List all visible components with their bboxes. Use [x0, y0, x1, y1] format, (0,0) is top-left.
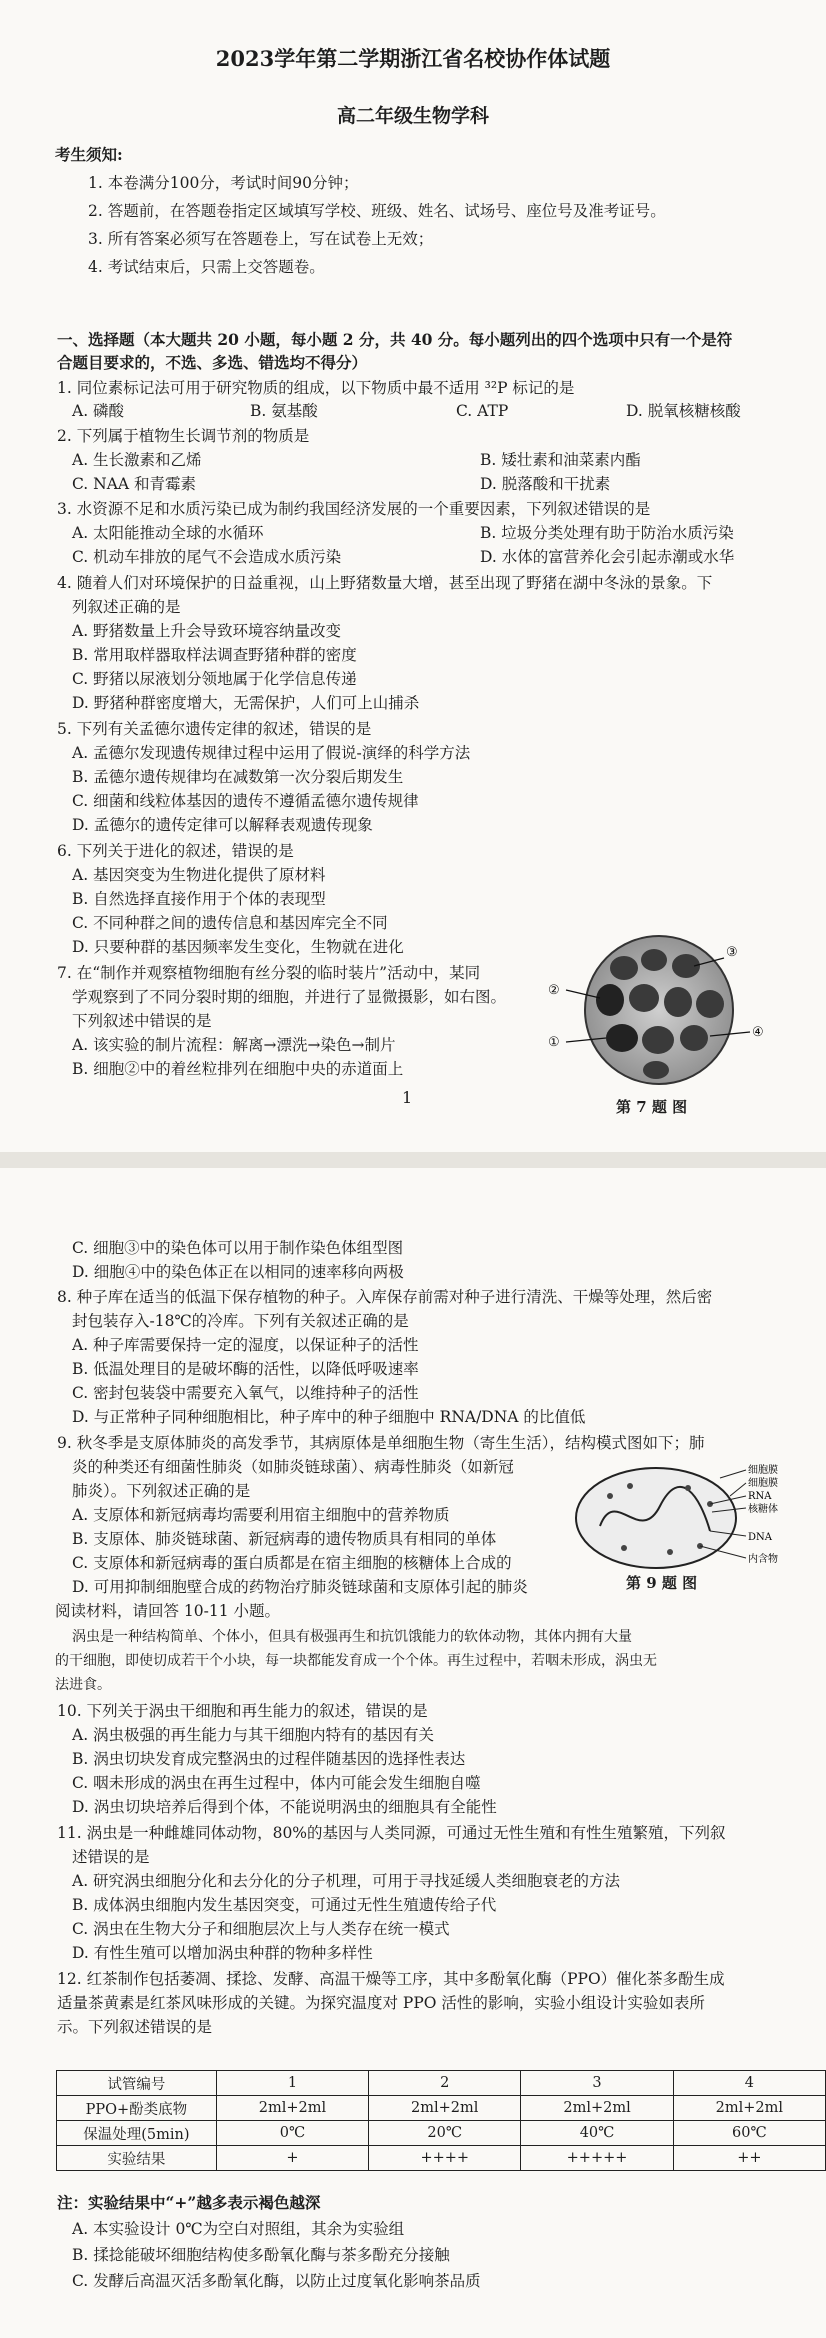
q12-option-c: C. 发酵后高温灭活多酚氧化酶，以防止过度氧化影响茶品质 — [72, 2272, 481, 2290]
cell — [680, 1025, 708, 1051]
q5-option-b: B. 孟德尔遗传规律均在减数第一次分裂后期发生 — [72, 768, 404, 786]
exam-subtitle: 高二年级生物学科 — [336, 105, 489, 127]
question-7-stem: 7. 在“制作并观察植物细胞有丝分裂的临时装片”活动中，某同 — [57, 964, 481, 982]
label-rna: RNA — [748, 1491, 772, 1502]
question-12-stem: 12. 红茶制作包括萎凋、揉捻、发酵、高温干燥等工序，其中多酚氧化酶（PPO）催化茶多酚生成 — [57, 1970, 725, 1988]
notice-item: 3. 所有答案必须写在答题卷上，写在试卷上无效； — [88, 230, 434, 248]
q12-table-note: 注：实验结果中“+”越多表示褐色越深 — [57, 2193, 321, 2212]
q5-option-c: C. 细菌和线粒体基因的遗传不遵循孟德尔遗传规律 — [72, 792, 419, 810]
label-pointer — [720, 1470, 746, 1478]
cell — [641, 949, 667, 971]
q3-option-a: A. 太阳能推动全球的水循环 — [72, 524, 264, 542]
q1-option-d: D. 脱氧核糖核酸 — [626, 402, 741, 420]
q2-option-d: D. 脱落酸和干扰素 — [480, 475, 611, 493]
cell — [643, 1061, 669, 1079]
table-cell: 0℃ — [216, 2121, 368, 2146]
reading-passage: 法进食。 — [55, 1677, 111, 1693]
notice-item: 2. 答题前，在答题卷指定区域填写学校、班级、姓名、试场号、座位号及准考证号。 — [88, 202, 666, 220]
q8-option-b: B. 低温处理目的是破坏酶的活性，以降低呼吸速率 — [72, 1360, 419, 1378]
table-cell: 4 — [673, 2071, 825, 2096]
q2-option-c: C. NAA 和青霉素 — [72, 475, 197, 493]
q7-option-b: B. 细胞②中的着丝粒排列在细胞中央的赤道面上 — [72, 1060, 404, 1078]
label-contents: 内含物 — [748, 1554, 778, 1565]
ribosome — [621, 1545, 627, 1551]
exam-page-1 — [0, 0, 826, 1152]
q7-option-c: C. 细胞③中的染色体可以用于制作染色体组型图 — [72, 1239, 404, 1257]
q6-option-b: B. 自然选择直接作用于个体的表现型 — [72, 890, 326, 908]
question-6-stem: 6. 下列关于进化的叙述，错误的是 — [57, 842, 294, 860]
question-7-stem: 学观察到了不同分裂时期的细胞，并进行了显微摄影，如右图。 — [72, 988, 507, 1006]
page-number: 1 — [402, 1088, 413, 1107]
q12-option-b: B. 揉捻能破坏细胞结构使多酚氧化酶与茶多酚充分接触 — [72, 2246, 450, 2264]
table-cell: 2ml+2ml — [369, 2096, 521, 2121]
q7-option-a: A. 该实验的制片流程：解离→漂洗→染色→制片 — [72, 1036, 396, 1054]
q10-option-c: C. 咽未形成的涡虫在再生过程中，体内可能会发生细胞自噬 — [72, 1774, 481, 1792]
q11-option-d: D. 有性生殖可以增加涡虫种群的物种多样性 — [72, 1944, 373, 1962]
label-cell-membrane: 细胞膜 — [748, 1465, 778, 1476]
label-1: ① — [548, 1035, 560, 1050]
question-8-stem: 8. 种子库在适当的低温下保存植物的种子。入库保存前需对种子进行清洗、干燥等处理，然后密 — [57, 1288, 713, 1306]
question-7-stem: 下列叙述中错误的是 — [72, 1012, 212, 1030]
q7-figure-caption: 第 7 题 图 — [616, 1098, 688, 1116]
table-row — [57, 2121, 826, 2146]
table-cell: ++ — [673, 2146, 825, 2171]
q7-micrograph-figure — [544, 930, 774, 1090]
question-11-stem: 11. 涡虫是一种雌雄同体动物，80%的基因与人类同源，可通过无性生殖和有性生殖繁殖，下列叙 — [57, 1824, 726, 1842]
table-header-row — [57, 2071, 826, 2096]
q9-mycoplasma-figure — [570, 1456, 796, 1576]
q4-option-b: B. 常用取样器取样法调查野猪种群的密度 — [72, 646, 357, 664]
q3-option-b: B. 垃圾分类处理有助于防治水质污染 — [480, 524, 734, 542]
question-1-stem: 1. 同位素标记法可用于研究物质的组成，以下物质中最不适用 ³²P 标记的是 — [57, 379, 575, 397]
question-4-stem: 4. 随着人们对环境保护的日益重视，山上野猪数量大增，甚至出现了野猪在湖中冬泳的景象。下 — [57, 574, 713, 592]
label-3: ③ — [726, 945, 738, 960]
notice-item: 4. 考试结束后，只需上交答题卷。 — [88, 258, 325, 276]
q11-option-a: A. 研究涡虫细胞分化和去分化的分子机理，可用于寻找延缓人类细胞衰老的方法 — [72, 1872, 621, 1890]
label-2: ② — [548, 983, 560, 998]
q4-option-d: D. 野猪种群密度增大，无需保护，人们可上山捕杀 — [72, 694, 420, 712]
reading-intro: 阅读材料，请回答 10-11 小题。 — [55, 1602, 281, 1620]
label-cell-membrane: 细胞膜 — [748, 1478, 778, 1489]
table-cell: +++++ — [521, 2146, 673, 2171]
ribosome — [607, 1493, 613, 1499]
table-cell: + — [216, 2146, 368, 2171]
q2-option-a: A. 生长激素和乙烯 — [72, 451, 202, 469]
question-9-stem: 9. 秋冬季是支原体肺炎的高发季节，其病原体是单细胞生物（寄生生活），结构模式图如下；肺 — [57, 1434, 705, 1452]
table-cell: 2ml+2ml — [673, 2096, 825, 2121]
q8-option-a: A. 种子库需要保持一定的湿度，以保证种子的活性 — [72, 1336, 419, 1354]
notice-item: 1. 本卷满分100分，考试时间90分钟； — [88, 174, 359, 192]
q9-option-a: A. 支原体和新冠病毒均需要利用宿主细胞中的营养物质 — [72, 1506, 450, 1524]
q10-option-d: D. 涡虫切块培养后得到个体，不能说明涡虫的细胞具有全能性 — [72, 1798, 497, 1816]
question-12-stem: 适量茶黄素是红茶风味形成的关键。为探究温度对 PPO 活性的影响，实验小组设计实验如表所 — [57, 1994, 705, 2012]
exam-title: 2023学年第二学期浙江省名校协作体试题 — [215, 46, 611, 71]
table-cell: 2 — [369, 2071, 521, 2096]
cell — [696, 990, 724, 1018]
question-5-stem: 5. 下列有关孟德尔遗传定律的叙述，错误的是 — [57, 720, 372, 738]
cell — [664, 987, 692, 1017]
question-8-stem: 封包装存入-18℃的冷库。下列有关叙述正确的是 — [72, 1312, 409, 1330]
q11-option-c: C. 涡虫在生物大分子和细胞层次上与人类存在统一模式 — [72, 1920, 450, 1938]
reading-passage: 的干细胞，即使切成若干个小块，每一块都能发育成一个个体。再生过程中，若咽未形成，涡虫无 — [55, 1653, 657, 1669]
section-instructions: 合题目要求的，不选、多选、错选均不得分） — [57, 353, 368, 372]
table-cell: 20℃ — [369, 2121, 521, 2146]
q8-option-d: D. 与正常种子同种细胞相比，种子库中的种子细胞中 RNA/DNA 的比值低 — [72, 1408, 586, 1426]
q3-option-c: C. 机动车排放的尾气不会造成水质污染 — [72, 548, 342, 566]
q7-option-d: D. 细胞④中的染色体正在以相同的速率移向两极 — [72, 1263, 404, 1281]
table-cell: 60℃ — [673, 2121, 825, 2146]
cell — [610, 956, 638, 980]
q6-option-d: D. 只要种群的基因频率发生变化，生物就在进化 — [72, 938, 404, 956]
q5-option-a: A. 孟德尔发现遗传规律过程中运用了假说-演绎的科学方法 — [72, 744, 471, 762]
question-3-stem: 3. 水资源不足和水质污染已成为制约我国经济发展的一个重要因素，下列叙述错误的是 — [57, 500, 651, 518]
question-12-stem: 示。下列叙述错误的是 — [57, 2018, 213, 2036]
ribosome — [627, 1483, 633, 1489]
reading-passage: 涡虫是一种结构简单、个体小，但具有极强再生和抗饥饿能力的软体动物，其体内拥有大量 — [72, 1629, 632, 1645]
table-cell: 3 — [521, 2071, 673, 2096]
q9-option-b: B. 支原体、肺炎链球菌、新冠病毒的遗传物质具有相同的单体 — [72, 1530, 497, 1548]
q9-option-d: D. 可用抑制细胞壁合成的药物治疗肺炎链球菌和支原体引起的肺炎 — [72, 1578, 528, 1596]
question-10-stem: 10. 下列关于涡虫干细胞和再生能力的叙述，错误的是 — [57, 1702, 428, 1720]
page-divider — [0, 1152, 826, 1168]
table-cell: 1 — [216, 2071, 368, 2096]
notice-heading: 考生须知: — [55, 145, 123, 164]
question-11-stem: 述错误的是 — [72, 1848, 150, 1866]
q2-option-b: B. 矮壮素和油菜素内酯 — [480, 451, 641, 469]
question-4-stem: 列叙述正确的是 — [72, 598, 181, 616]
label-4: ④ — [752, 1025, 764, 1040]
cell — [596, 984, 624, 1016]
q8-option-c: C. 密封包装袋中需要充入氧气，以维持种子的活性 — [72, 1384, 419, 1402]
q3-option-d: D. 水体的富营养化会引起赤潮或水华 — [480, 548, 735, 566]
cell-membrane — [576, 1468, 736, 1568]
q1-option-a: A. 磷酸 — [72, 402, 125, 420]
q4-option-a: A. 野猪数量上升会导致环境容纳量改变 — [72, 622, 342, 640]
table-cell: 实验结果 — [57, 2146, 217, 2171]
q4-option-c: C. 野猪以尿液划分领地属于化学信息传递 — [72, 670, 357, 688]
label-ribosome: 核糖体 — [748, 1504, 778, 1515]
question-9-stem: 肺炎）。下列叙述正确的是 — [72, 1482, 251, 1500]
question-2-stem: 2. 下列属于植物生长调节剂的物质是 — [57, 427, 310, 445]
table-cell: 40℃ — [521, 2121, 673, 2146]
cell — [629, 984, 659, 1012]
q12-experiment-table — [56, 2070, 826, 2171]
table-row — [57, 2146, 826, 2171]
ribosome — [667, 1549, 673, 1555]
q11-option-b: B. 成体涡虫细胞内发生基因突变，可通过无性生殖遗传给子代 — [72, 1896, 497, 1914]
q10-option-b: B. 涡虫切块发育成完整涡虫的过程伴随基因的选择性表达 — [72, 1750, 466, 1768]
q1-option-c: C. ATP — [456, 402, 509, 420]
q6-option-a: A. 基因突变为生物进化提供了原材料 — [72, 866, 326, 884]
q1-option-b: B. 氨基酸 — [250, 402, 318, 420]
cell — [642, 1026, 674, 1054]
q6-option-c: C. 不同种群之间的遗传信息和基因库完全不同 — [72, 914, 388, 932]
ribosome — [685, 1485, 691, 1491]
table-row — [57, 2096, 826, 2121]
table-cell: PPO+酚类底物 — [57, 2096, 217, 2121]
label-pointer — [730, 1483, 746, 1496]
q9-figure-caption: 第 9 题 图 — [626, 1574, 698, 1592]
section-instructions: 一、选择题（本大题共 20 小题，每小题 2 分，共 40 分。每小题列出的四个选项中只有一个是符 — [57, 330, 733, 349]
cell — [606, 1024, 638, 1052]
question-9-stem: 炎的种类还有细菌性肺炎（如肺炎链球菌）、病毒性肺炎（如新冠 — [72, 1458, 514, 1476]
table-cell: 2ml+2ml — [521, 2096, 673, 2121]
table-cell: 2ml+2ml — [216, 2096, 368, 2121]
q10-option-a: A. 涡虫极强的再生能力与其干细胞内特有的基因有关 — [72, 1726, 435, 1744]
label-dna: DNA — [748, 1532, 772, 1543]
table-cell: ++++ — [369, 2146, 521, 2171]
table-cell: 保温处理(5min) — [57, 2121, 217, 2146]
q5-option-d: D. 孟德尔的遗传定律可以解释表观遗传现象 — [72, 816, 373, 834]
q9-option-c: C. 支原体和新冠病毒的蛋白质都是在宿主细胞的核糖体上合成的 — [72, 1554, 512, 1572]
q12-option-a: A. 本实验设计 0℃为空白对照组，其余为实验组 — [72, 2220, 405, 2238]
table-cell: 试管编号 — [57, 2071, 217, 2096]
